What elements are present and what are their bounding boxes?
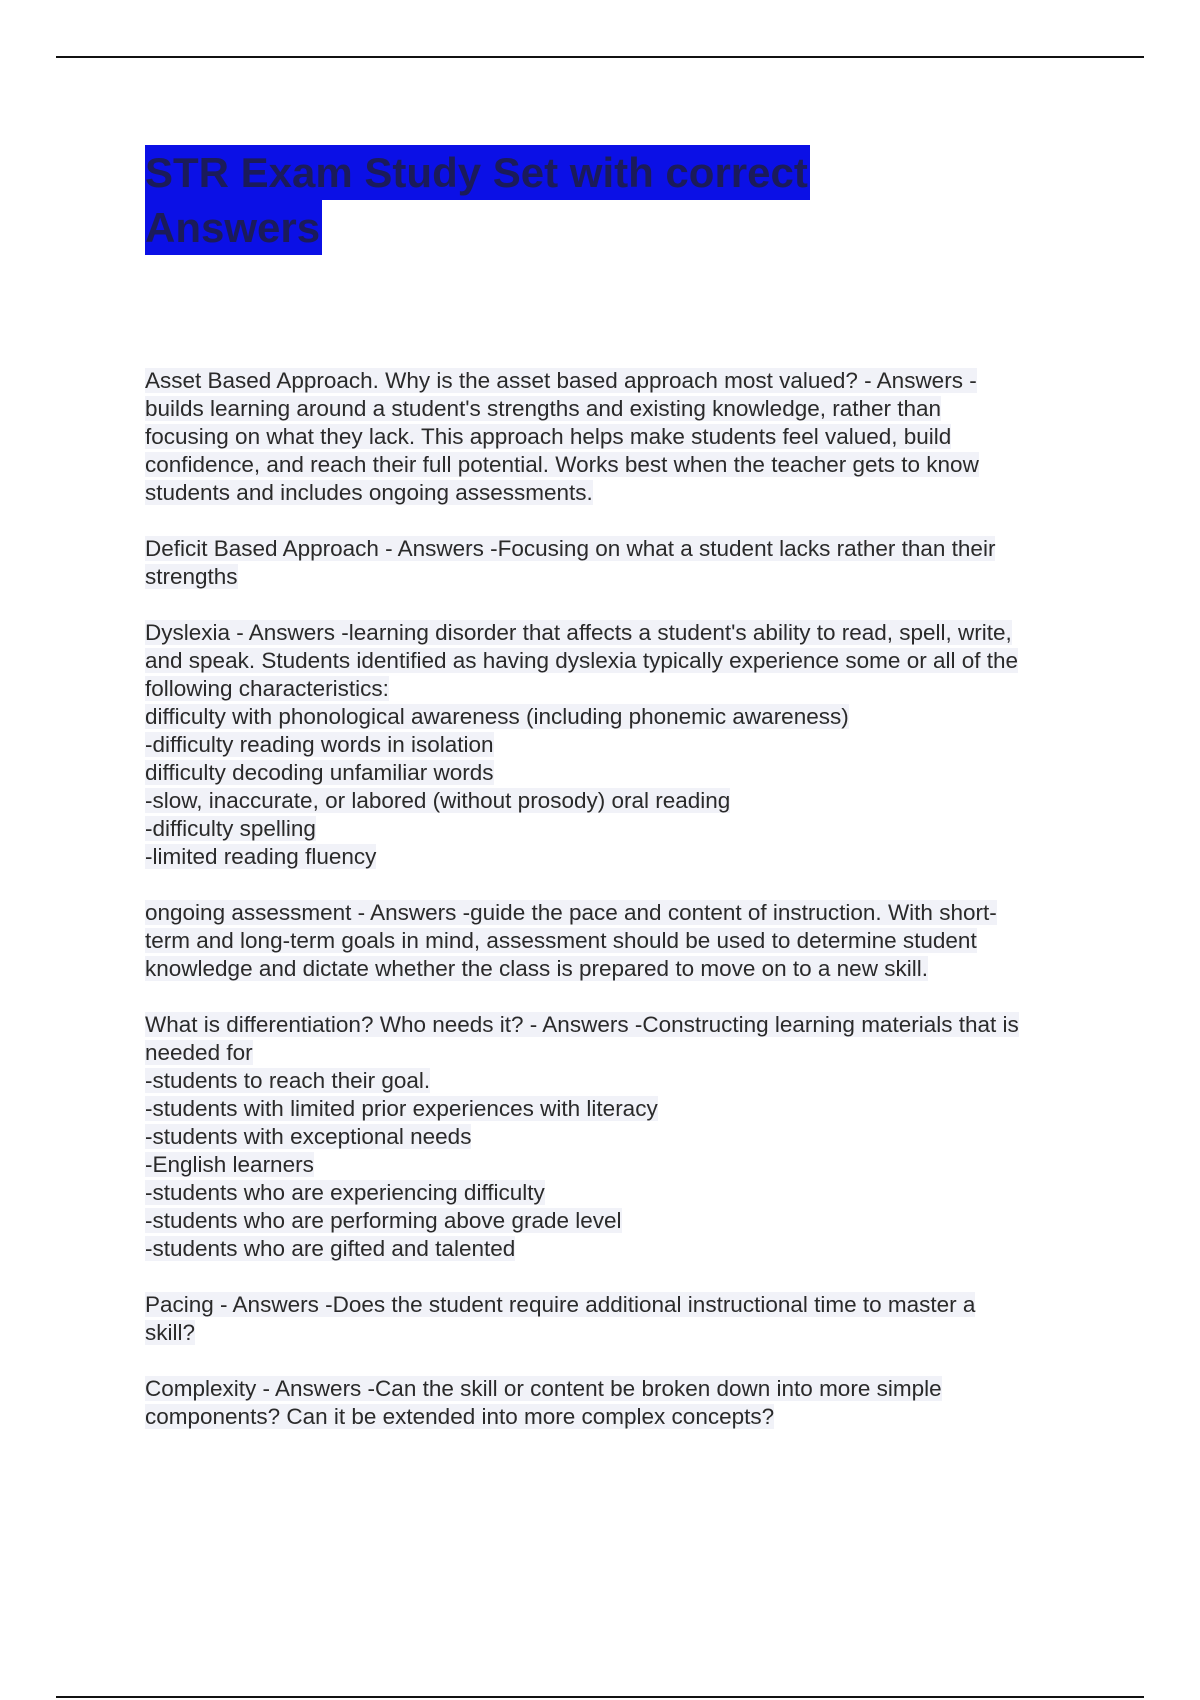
text-line: What is differentiation? Who needs it? - Answers -Constructing learning materials that is [145, 1012, 1019, 1037]
entry-pacing [145, 1291, 1095, 1347]
text-line: builds learning around a student's strengths and existing knowledge, rather than [145, 396, 942, 421]
text-line: Complexity - Answers -Can the skill or content be broken down into more simple [145, 1376, 942, 1401]
text-line: -students with limited prior experiences with literacy [145, 1096, 658, 1121]
text-line: -slow, inaccurate, or labored (without prosody) oral reading [145, 788, 731, 813]
document-title [145, 145, 965, 255]
text-line: students and includes ongoing assessments. [145, 480, 593, 505]
title-line: Answers [145, 200, 322, 255]
text-line: -students who are experiencing difficulty [145, 1180, 545, 1205]
text-line: -limited reading fluency [145, 844, 377, 869]
text-line: term and long-term goals in mind, assessment should be used to determine student [145, 928, 977, 953]
title-line: STR Exam Study Set with correct [145, 145, 810, 200]
text-line: skill? [145, 1320, 196, 1345]
text-line: Asset Based Approach. Why is the asset based approach most valued? - Answers - [145, 368, 977, 393]
bottom-rule [56, 1696, 1144, 1698]
top-rule [56, 56, 1144, 58]
text-line: following characteristics: [145, 676, 389, 701]
text-line: confidence, and reach their full potential. Works best when the teacher gets to know [145, 452, 979, 477]
text-line: -students who are performing above grade level [145, 1208, 622, 1233]
entry-deficit-based-approach [145, 535, 1095, 591]
text-line: components? Can it be extended into more complex concepts? [145, 1404, 775, 1429]
text-line: Pacing - Answers -Does the student require additional instructional time to master a [145, 1292, 976, 1317]
text-line: -students to reach their goal. [145, 1068, 431, 1093]
entry-differentiation [145, 1011, 1095, 1263]
text-line: -students with exceptional needs [145, 1124, 472, 1149]
text-line: -students who are gifted and talented [145, 1236, 516, 1261]
text-line: difficulty decoding unfamiliar words [145, 760, 494, 785]
entry-asset-based-approach [145, 367, 1095, 507]
text-line: strengths [145, 564, 238, 589]
text-line: focusing on what they lack. This approach helps make students feel valued, build [145, 424, 952, 449]
text-line: ongoing assessment - Answers -guide the pace and content of instruction. With short- [145, 900, 997, 925]
text-line: Dyslexia - Answers -learning disorder that affects a student's ability to read, spell, write, [145, 620, 1012, 645]
entry-complexity [145, 1375, 1095, 1431]
entry-dyslexia [145, 619, 1095, 871]
text-line: difficulty with phonological awareness (including phonemic awareness) [145, 704, 849, 729]
text-line: knowledge and dictate whether the class is prepared to move on to a new skill. [145, 956, 928, 981]
text-line: -difficulty reading words in isolation [145, 732, 494, 757]
text-line: and speak. Students identified as having dyslexia typically experience some or all of the [145, 648, 1019, 673]
text-line: needed for [145, 1040, 253, 1065]
text-line: -difficulty spelling [145, 816, 316, 841]
text-line: Deficit Based Approach - Answers -Focusing on what a student lacks rather than their [145, 536, 996, 561]
entry-ongoing-assessment [145, 899, 1095, 983]
document-body [145, 367, 1095, 1459]
text-line: -English learners [145, 1152, 314, 1177]
